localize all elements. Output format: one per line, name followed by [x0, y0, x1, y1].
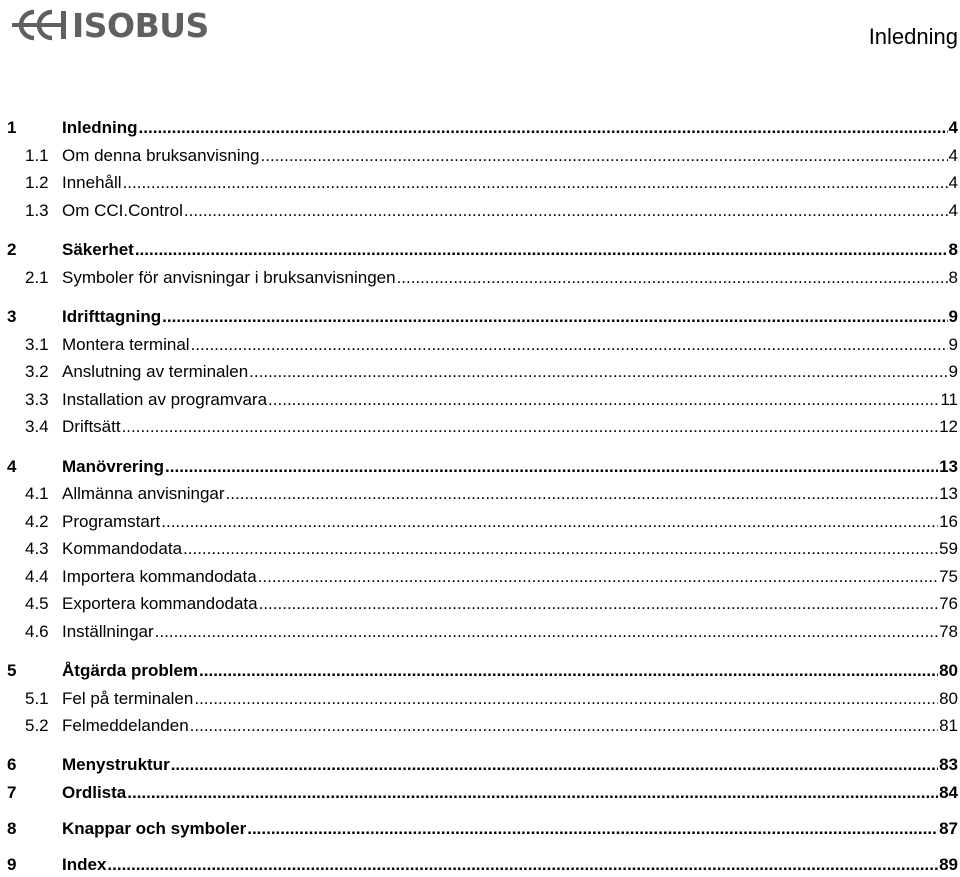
toc-chapter-entry[interactable] [0, 118, 960, 144]
toc-entry-page-number: 13 [939, 484, 958, 503]
toc-entry-line [62, 362, 958, 382]
toc-entry-page-number: 8 [948, 240, 958, 259]
toc-dot-leader [139, 118, 948, 138]
toc-entry-number: 3.4 [25, 417, 49, 436]
toc-section-entry[interactable] [0, 484, 960, 510]
toc-entry-number: 4.2 [25, 512, 49, 531]
toc-entry-line [62, 201, 958, 221]
toc-entry-title: Om CCI.Control [62, 201, 183, 220]
toc-chapter-entry[interactable] [0, 661, 960, 687]
toc-entry-number: 4 [7, 457, 17, 476]
toc-dot-leader [397, 268, 948, 288]
toc-dot-leader [123, 173, 948, 193]
toc-entry-page-number: 9 [948, 307, 958, 326]
toc-entry-page-number: 8 [948, 268, 958, 287]
toc-entry-title: Idrifttagning [62, 307, 162, 326]
toc-entry-number: 3.2 [25, 362, 49, 381]
toc-entry-page-number: 80 [939, 689, 958, 708]
toc-section-entry[interactable] [0, 146, 960, 172]
toc-entry-number: 1.2 [25, 173, 49, 192]
toc-section-entry[interactable] [0, 201, 960, 227]
toc-entry-number: 7 [7, 783, 17, 802]
toc-section-entry[interactable] [0, 390, 960, 416]
toc-entry-page-number: 78 [939, 622, 958, 641]
toc-entry-line [62, 512, 958, 532]
toc-entry-title: Åtgärda problem [62, 661, 199, 680]
toc-section-entry[interactable] [0, 268, 960, 294]
toc-chapter-entry[interactable] [0, 755, 960, 781]
toc-entry-line [62, 417, 958, 437]
toc-entry-number: 4.3 [25, 539, 49, 558]
toc-entry-title: Anslutning av terminalen [62, 362, 249, 381]
toc-chapter-entry[interactable] [0, 855, 960, 877]
toc-entry-title: Om denna bruksanvisning [62, 146, 260, 165]
toc-chapter-entry[interactable] [0, 457, 960, 483]
toc-entry-page-number: 75 [939, 567, 958, 586]
toc-entry-title: Fel på terminalen [62, 689, 194, 708]
toc-entry-line [62, 622, 958, 642]
toc-dot-leader [199, 661, 938, 681]
toc-entry-page-number: 11 [940, 390, 958, 409]
toc-dot-leader [249, 362, 947, 382]
toc-chapter-entry[interactable] [0, 307, 960, 333]
toc-entry-page-number: 9 [948, 362, 958, 381]
toc-entry-title: Driftsätt [62, 417, 121, 436]
toc-section-entry[interactable] [0, 362, 960, 388]
toc-entry-line [62, 783, 958, 803]
toc-chapter-entry[interactable] [0, 240, 960, 266]
toc-entry-line [62, 855, 958, 875]
toc-entry-title: Importera kommandodata [62, 567, 257, 586]
toc-entry-number: 6 [7, 755, 17, 774]
toc-entry-line [62, 755, 958, 775]
toc-entry-line [62, 716, 958, 736]
toc-dot-leader [135, 240, 948, 260]
toc-entry-number: 5 [7, 661, 17, 680]
toc-entry-title: Felmeddelanden [62, 716, 189, 735]
toc-dot-leader [161, 512, 938, 532]
toc-dot-leader [259, 594, 938, 614]
toc-entry-title: Programstart [62, 512, 161, 531]
toc-entry-line [62, 146, 958, 166]
toc-entry-title: Menystruktur [62, 755, 170, 774]
toc-entry-line [62, 390, 958, 410]
toc-section-entry[interactable] [0, 622, 960, 648]
toc-section-entry[interactable] [0, 173, 960, 199]
toc-chapter-entry[interactable] [0, 783, 960, 809]
toc-entry-line [62, 240, 958, 260]
toc-dot-leader [155, 622, 938, 642]
toc-entry-line [62, 335, 958, 355]
toc-section-entry[interactable] [0, 689, 960, 715]
toc-entry-line [62, 661, 958, 681]
toc-dot-leader [268, 390, 939, 410]
toc-entry-page-number: 81 [939, 716, 958, 735]
toc-entry-number: 1.1 [25, 146, 49, 165]
toc-dot-leader [261, 146, 948, 166]
toc-dot-leader [162, 307, 947, 327]
toc-entry-page-number: 80 [939, 661, 958, 680]
toc-entry-page-number: 16 [939, 512, 958, 531]
toc-dot-leader [191, 335, 948, 355]
toc-entry-line [62, 689, 958, 709]
toc-section-entry[interactable] [0, 512, 960, 538]
toc-entry-title: Knappar och symboler [62, 819, 247, 838]
toc-entry-page-number: 83 [939, 755, 958, 774]
toc-entry-number: 3.1 [25, 335, 49, 354]
toc-entry-page-number: 76 [939, 594, 958, 613]
cci-logo-mark-icon [12, 8, 68, 42]
toc-dot-leader [171, 755, 938, 775]
toc-entry-number: 8 [7, 819, 17, 838]
toc-chapter-entry[interactable] [0, 819, 960, 845]
toc-entry-title: Exportera kommandodata [62, 594, 258, 613]
toc-entry-title: Innehåll [62, 173, 122, 192]
toc-entry-title: Manövrering [62, 457, 165, 476]
toc-entry-number: 4.6 [25, 622, 49, 641]
toc-dot-leader [107, 855, 938, 875]
toc-entry-number: 3 [7, 307, 17, 326]
toc-entry-number: 1 [7, 118, 17, 137]
toc-entry-page-number: 4 [948, 146, 958, 165]
toc-entry-title: Kommandodata [62, 539, 183, 558]
toc-section-entry[interactable] [0, 567, 960, 593]
toc-entry-number: 2 [7, 240, 17, 259]
toc-entry-line [62, 307, 958, 327]
toc-dot-leader [127, 783, 938, 803]
toc-entry-number: 4.5 [25, 594, 49, 613]
toc-entry-title: Ordlista [62, 783, 127, 802]
toc-entry-page-number: 87 [939, 819, 958, 838]
toc-entry-number: 1.3 [25, 201, 49, 220]
toc-entry-title: Montera terminal [62, 335, 190, 354]
toc-dot-leader [258, 567, 938, 587]
toc-entry-title: Säkerhet [62, 240, 134, 259]
toc-entry-line [62, 457, 958, 477]
toc-section-entry[interactable] [0, 594, 960, 620]
page-header-title: Inledning [868, 24, 958, 49]
toc-entry-line [62, 567, 958, 587]
toc-entry-page-number: 4 [948, 173, 958, 192]
toc-entry-number: 5.2 [25, 716, 49, 735]
toc-entry-number: 5.1 [25, 689, 49, 708]
toc-entry-title: Index [62, 855, 107, 874]
toc-dot-leader [165, 457, 938, 477]
toc-entry-page-number: 9 [948, 335, 958, 354]
logo-text: ISOBUS [72, 5, 209, 45]
toc-entry-line [62, 173, 958, 193]
toc-dot-leader [122, 417, 939, 437]
toc-dot-leader [184, 201, 948, 221]
toc-section-entry[interactable] [0, 539, 960, 565]
toc-entry-page-number: 84 [939, 783, 958, 802]
toc-entry-number: 3.3 [25, 390, 49, 409]
toc-section-entry[interactable] [0, 417, 960, 443]
toc-entry-line [62, 118, 958, 138]
toc-section-entry[interactable] [0, 716, 960, 742]
toc-entry-page-number: 4 [948, 118, 958, 137]
toc-entry-title: Inledning [62, 118, 138, 137]
toc-entry-line [62, 268, 958, 288]
toc-entry-page-number: 4 [948, 201, 958, 220]
toc-entry-number: 9 [7, 855, 17, 874]
toc-entry-page-number: 59 [939, 539, 958, 558]
toc-entry-page-number: 12 [939, 417, 958, 436]
toc-entry-number: 2.1 [25, 268, 49, 287]
toc-entry-title: Symboler för anvisningar i bruksanvisningen [62, 268, 396, 287]
toc-entry-page-number: 89 [939, 855, 958, 874]
toc-dot-leader [226, 484, 939, 504]
toc-dot-leader [190, 716, 938, 736]
toc-dot-leader [194, 689, 938, 709]
toc-entry-line [62, 539, 958, 559]
toc-entry-line [62, 819, 958, 839]
toc-entry-title: Installation av programvara [62, 390, 268, 409]
toc-entry-title: Allmänna anvisningar [62, 484, 225, 503]
toc-entry-line [62, 484, 958, 504]
toc-entry-page-number: 13 [939, 457, 958, 476]
toc-entry-title: Inställningar [62, 622, 154, 641]
toc-dot-leader [183, 539, 938, 559]
toc-entry-number: 4.4 [25, 567, 49, 586]
toc-section-entry[interactable] [0, 335, 960, 361]
toc-entry-number: 4.1 [25, 484, 49, 503]
toc-entry-line [62, 594, 958, 614]
cci-isobus-logo [12, 4, 222, 46]
toc-dot-leader [247, 819, 938, 839]
